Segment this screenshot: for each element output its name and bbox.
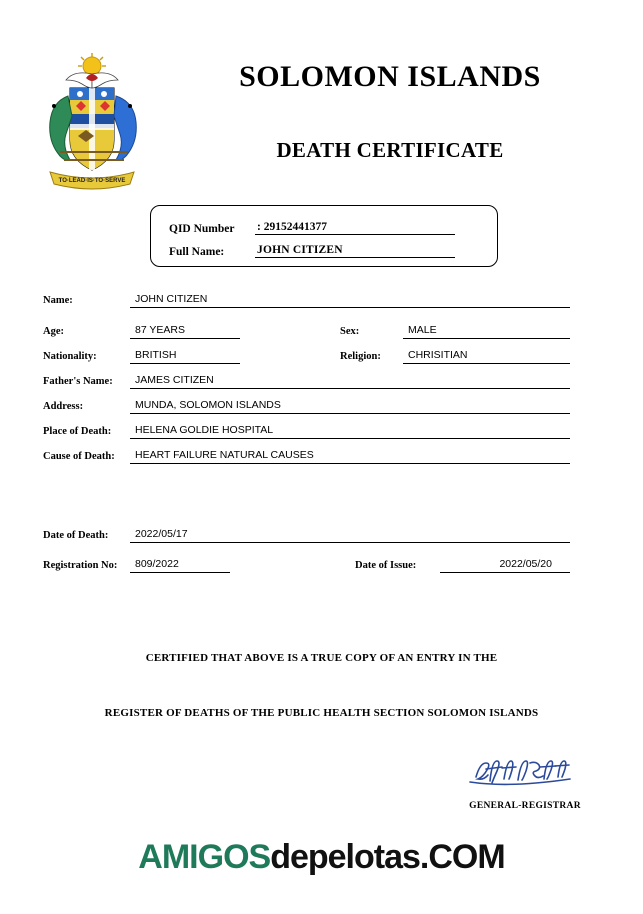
signature-area	[440, 755, 610, 811]
date-of-issue-label: Date of Issue:	[355, 560, 417, 571]
signature-caption: GENERAL-REGISTRAR	[469, 801, 581, 811]
religion-label: Religion:	[340, 351, 381, 362]
date-of-death-label: Date of Death:	[43, 530, 109, 541]
document-title: DEATH CERTIFICATE	[276, 138, 504, 162]
watermark	[0, 838, 643, 877]
religion-value: CHRISITIAN	[403, 348, 570, 364]
field-row-address	[0, 396, 643, 421]
qid-number-label: QID Number	[169, 223, 235, 235]
certification-line-1: CERTIFIED THAT ABOVE IS A TRUE COPY OF AN ENTRY IN THE	[145, 652, 498, 664]
age-label: Age:	[43, 326, 64, 337]
name-label: Name:	[43, 295, 73, 306]
field-row-father	[0, 371, 643, 396]
qid-number-row	[169, 221, 455, 235]
watermark-part-green: AMIGOS	[138, 838, 271, 876]
qid-summary-box	[150, 205, 498, 267]
place-of-death-label: Place of Death:	[43, 426, 112, 437]
cause-of-death-label: Cause of Death:	[43, 451, 115, 462]
date-of-issue-value: 2022/05/20	[440, 557, 570, 573]
field-row-place-of-death	[0, 421, 643, 446]
handwritten-signature-icon	[440, 755, 610, 789]
cause-of-death-value: HEART FAILURE NATURAL CAUSES	[130, 448, 570, 464]
qid-fullname-label: Full Name:	[169, 246, 225, 258]
date-of-death-value: 2022/05/17	[130, 527, 570, 543]
field-row-date-of-death	[0, 525, 643, 555]
field-row-name	[0, 290, 643, 321]
field-row-age-sex	[0, 321, 643, 346]
watermark-part-dark: depelotas	[270, 838, 420, 876]
watermark-part-domain: .COM	[419, 838, 505, 876]
address-value: MUNDA, SOLOMON ISLANDS	[130, 398, 570, 414]
qid-fullname-value: JOHN CITIZEN	[255, 244, 455, 258]
certificate-fields	[0, 290, 643, 580]
sex-value: MALE	[403, 323, 570, 339]
nationality-label: Nationality:	[43, 351, 97, 362]
field-row-registration	[0, 555, 643, 580]
title-block	[170, 60, 610, 163]
country-title: SOLOMON ISLANDS	[239, 60, 541, 93]
field-row-nationality-religion	[0, 346, 643, 371]
sex-label: Sex:	[340, 326, 360, 337]
field-row-cause-of-death	[0, 446, 643, 471]
certification-line-2: REGISTER OF DEATHS OF THE PUBLIC HEALTH SECTION SOLOMON ISLANDS	[104, 707, 539, 719]
registration-no-value: 809/2022	[130, 557, 230, 573]
age-value: 87 YEARS	[130, 323, 240, 339]
nationality-value: BRITISH	[130, 348, 240, 364]
place-of-death-value: HELENA GOLDIE HOSPITAL	[130, 423, 570, 439]
field-spacer	[0, 471, 643, 525]
certificate-header	[0, 0, 643, 200]
name-value: JOHN CITIZEN	[130, 292, 570, 308]
address-label: Address:	[43, 401, 84, 412]
father-name-value: JAMES CITIZEN	[130, 373, 570, 389]
qid-number-value: : 29152441377	[255, 221, 455, 235]
solomon-islands-coat-of-arms-icon	[36, 48, 148, 196]
svg-text:TO·LEAD·IS·TO·SERVE: TO·LEAD·IS·TO·SERVE	[58, 178, 126, 184]
qid-fullname-row	[169, 244, 455, 258]
father-name-label: Father's Name:	[43, 376, 113, 387]
registration-no-label: Registration No:	[43, 560, 118, 571]
